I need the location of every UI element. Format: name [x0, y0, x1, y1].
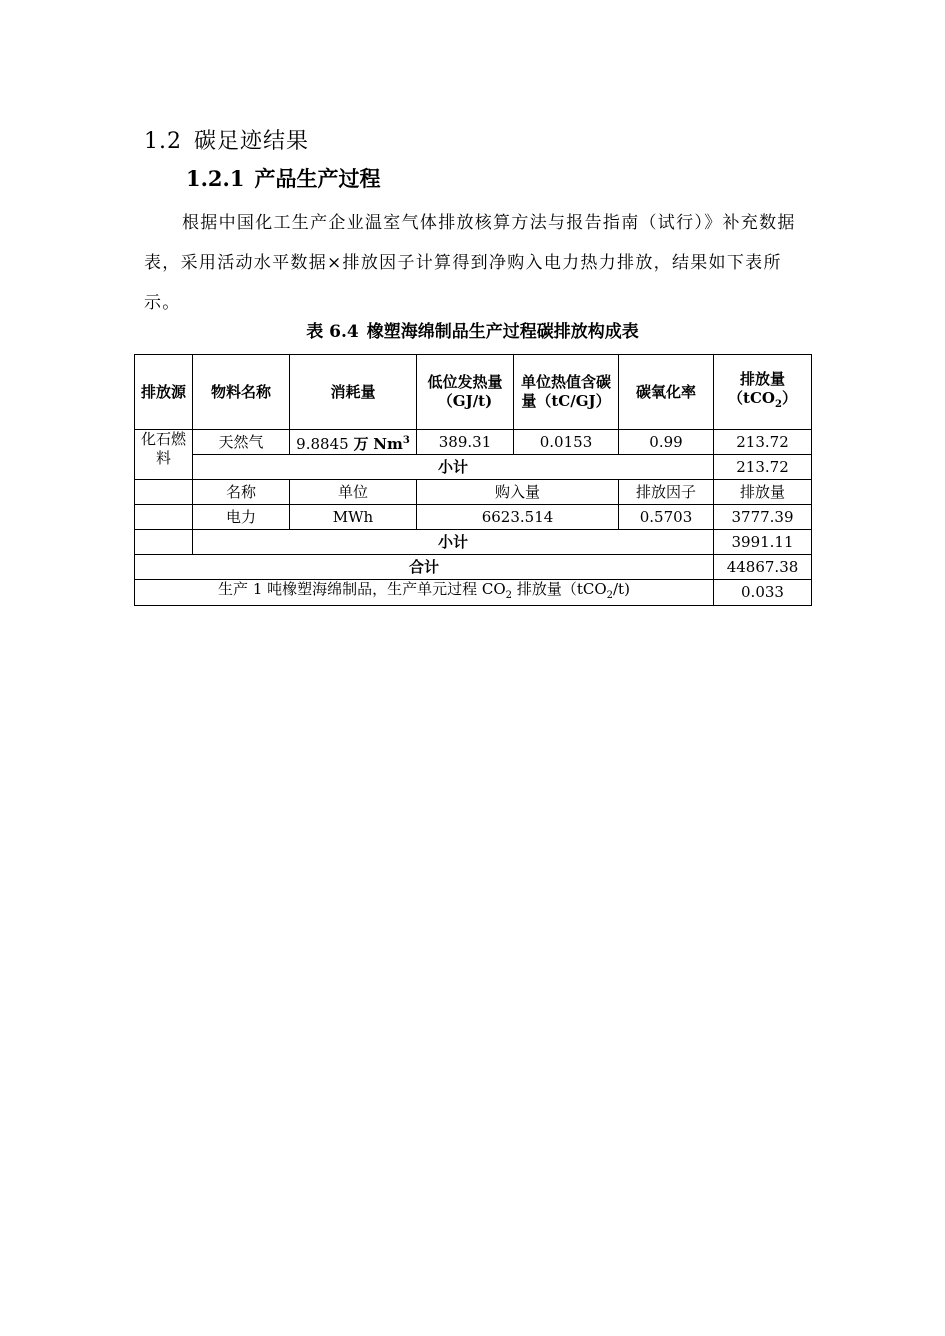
electric-header-emission: 排放量 [714, 480, 812, 505]
subtotal2-label: 小计 [193, 530, 714, 555]
header-oxidation: 碳氧化率 [619, 355, 714, 430]
table-row [135, 580, 812, 606]
electric-header-purchase: 购入量 [417, 480, 619, 505]
table-row [135, 455, 812, 480]
fossil-carbon-content-cell: 0.0153 [514, 430, 619, 455]
electric-header-factor: 排放因子 [619, 480, 714, 505]
table-caption [0, 317, 945, 342]
fossil-emission-cell: 213.72 [714, 430, 812, 455]
fossil-consumption-unit: Nm [373, 434, 403, 453]
per-ton-value: 0.033 [714, 580, 812, 606]
table-row [135, 505, 812, 530]
section-title: 碳足迹结果 [194, 129, 310, 154]
subtotal2-source-cell-empty [135, 530, 193, 555]
electric-source-cell-empty [135, 505, 193, 530]
electric-emission-cell: 3777.39 [714, 505, 812, 530]
table-caption-title: 橡塑海绵制品生产过程碳排放构成表 [366, 322, 639, 342]
section-heading [144, 124, 309, 155]
table-caption-number: 表 6.4 [306, 322, 359, 342]
fossil-consumption-cell [290, 430, 417, 455]
fossil-lhv-cell: 389.31 [417, 430, 514, 455]
subsection-heading [186, 163, 380, 193]
fossil-consumption-unit-cn: 万 [353, 434, 369, 453]
header-emission-unit: （tCO [728, 389, 775, 407]
table-header-row [135, 355, 812, 430]
header-material: 物料名称 [193, 355, 290, 430]
table-row [135, 430, 812, 455]
section-number: 1.2 [144, 129, 182, 154]
body-paragraph: 根据中国化工生产企业温室气体排放核算方法与报告指南（试行）》补充数据表，采用活动水平数据×排放因子计算得到净购入电力热力排放，结果如下表所示。 [144, 213, 796, 313]
electric-source-cell [135, 480, 193, 505]
total-value: 44867.38 [714, 555, 812, 580]
electric-name-cell: 电力 [193, 505, 290, 530]
fossil-subtotal-label: 小计 [193, 455, 714, 480]
electric-factor-cell: 0.5703 [619, 505, 714, 530]
total-label: 合计 [135, 555, 714, 580]
subtotal2-value: 3991.11 [714, 530, 812, 555]
electric-header-unit: 单位 [290, 480, 417, 505]
header-lhv: 低位发热量（GJ/t) [417, 355, 514, 430]
fossil-material-cell: 天然气 [193, 430, 290, 455]
per-ton-label-sub2: 2 [606, 590, 613, 601]
per-ton-label-text: 生产 1 吨橡塑海绵制品，生产单元过程 CO [218, 580, 506, 598]
header-source: 排放源 [135, 355, 193, 430]
header-emission-unit-sub: 2 [774, 399, 782, 410]
subsection-number: 1.2.1 [186, 166, 245, 191]
header-emission [714, 355, 812, 430]
header-consumption: 消耗量 [290, 355, 417, 430]
table-row [135, 530, 812, 555]
header-carbon-content: 单位热值含碳量（tC/GJ） [514, 355, 619, 430]
electric-header-name: 名称 [193, 480, 290, 505]
header-emission-label: 排放量 [739, 370, 785, 388]
fossil-subtotal-value: 213.72 [714, 455, 812, 480]
per-ton-label [135, 580, 714, 606]
electric-unit-cell: MWh [290, 505, 417, 530]
fossil-source-cell: 化石燃料 [135, 430, 193, 480]
per-ton-label-close: /t) [613, 580, 630, 598]
per-ton-label-mid: 排放量（tCO [512, 580, 607, 598]
fossil-consumption-value: 9.8845 [296, 434, 349, 453]
subsection-title: 产品生产过程 [254, 166, 381, 191]
per-ton-label-sub1: 2 [505, 590, 513, 601]
electric-purchase-cell: 6623.514 [417, 505, 619, 530]
table-row [135, 480, 812, 505]
fossil-consumption-unit-sup: 3 [402, 434, 410, 446]
emission-table [134, 354, 812, 606]
table-row [135, 555, 812, 580]
header-emission-unit-close: ） [781, 389, 797, 407]
fossil-oxidation-cell: 0.99 [619, 430, 714, 455]
